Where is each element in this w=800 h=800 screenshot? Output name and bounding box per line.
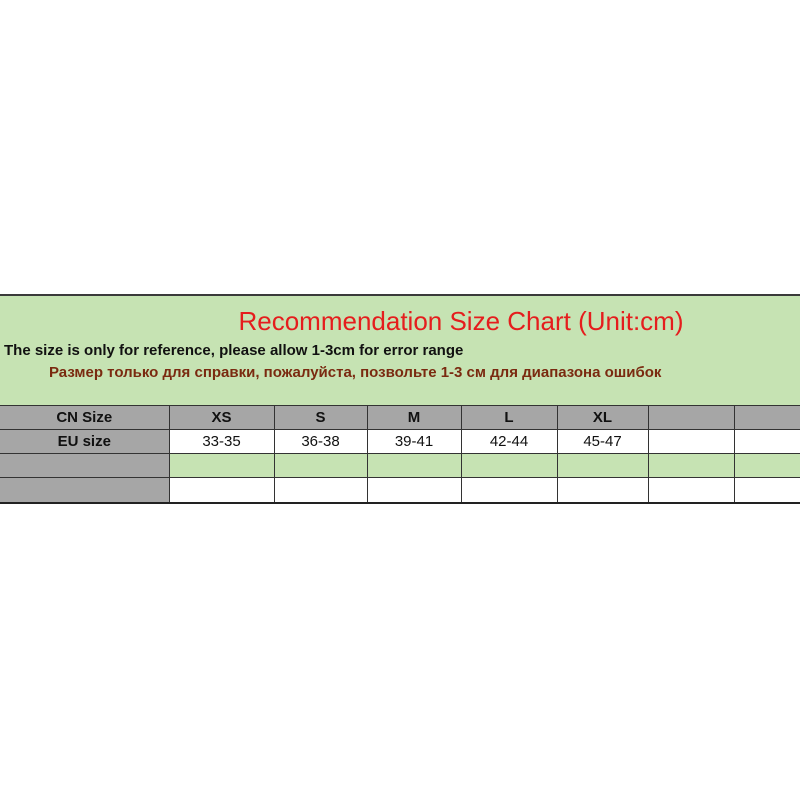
eu-size-cell: 36-38 (274, 430, 367, 454)
cn-size-cell (734, 406, 800, 430)
empty-cell (648, 478, 734, 504)
eu-size-cell: 42-44 (461, 430, 557, 454)
row-label-eu-size: EU size (0, 430, 169, 454)
row-label-empty (0, 454, 169, 478)
empty-cell (169, 454, 274, 478)
size-chart (0, 294, 800, 506)
size-table (0, 405, 800, 504)
empty-cell (734, 454, 800, 478)
empty-cell (367, 454, 461, 478)
eu-size-row (0, 430, 800, 454)
empty-row-green (0, 454, 800, 478)
eu-size-cell (734, 430, 800, 454)
cn-size-cell (648, 406, 734, 430)
cn-size-cell: M (367, 406, 461, 430)
eu-size-cell: 39-41 (367, 430, 461, 454)
reference-note-russian: Размер только для справки, пожалуйста, позвольте 1-3 см для диапазона ошибок (49, 364, 662, 381)
cn-size-cell: L (461, 406, 557, 430)
row-label-empty (0, 478, 169, 504)
empty-cell (461, 454, 557, 478)
eu-size-cell (648, 430, 734, 454)
chart-title: Recommendation Size Chart (Unit:cm) (238, 306, 684, 336)
empty-cell (648, 454, 734, 478)
cn-size-cell: XS (169, 406, 274, 430)
empty-cell (734, 478, 800, 504)
cn-size-row (0, 406, 800, 430)
cn-size-cell: XL (557, 406, 648, 430)
reference-note-english: The size is only for reference, please allow 1-3cm for error range (4, 342, 464, 359)
empty-cell (274, 454, 367, 478)
empty-cell (274, 478, 367, 504)
eu-size-cell: 45-47 (557, 430, 648, 454)
chart-header (0, 294, 800, 407)
row-label-cn-size: CN Size (0, 406, 169, 430)
eu-size-cell: 33-35 (169, 430, 274, 454)
empty-cell (169, 478, 274, 504)
empty-cell (367, 478, 461, 504)
empty-cell (461, 478, 557, 504)
empty-cell (557, 454, 648, 478)
empty-row-white (0, 478, 800, 504)
cn-size-cell: S (274, 406, 367, 430)
empty-cell (557, 478, 648, 504)
